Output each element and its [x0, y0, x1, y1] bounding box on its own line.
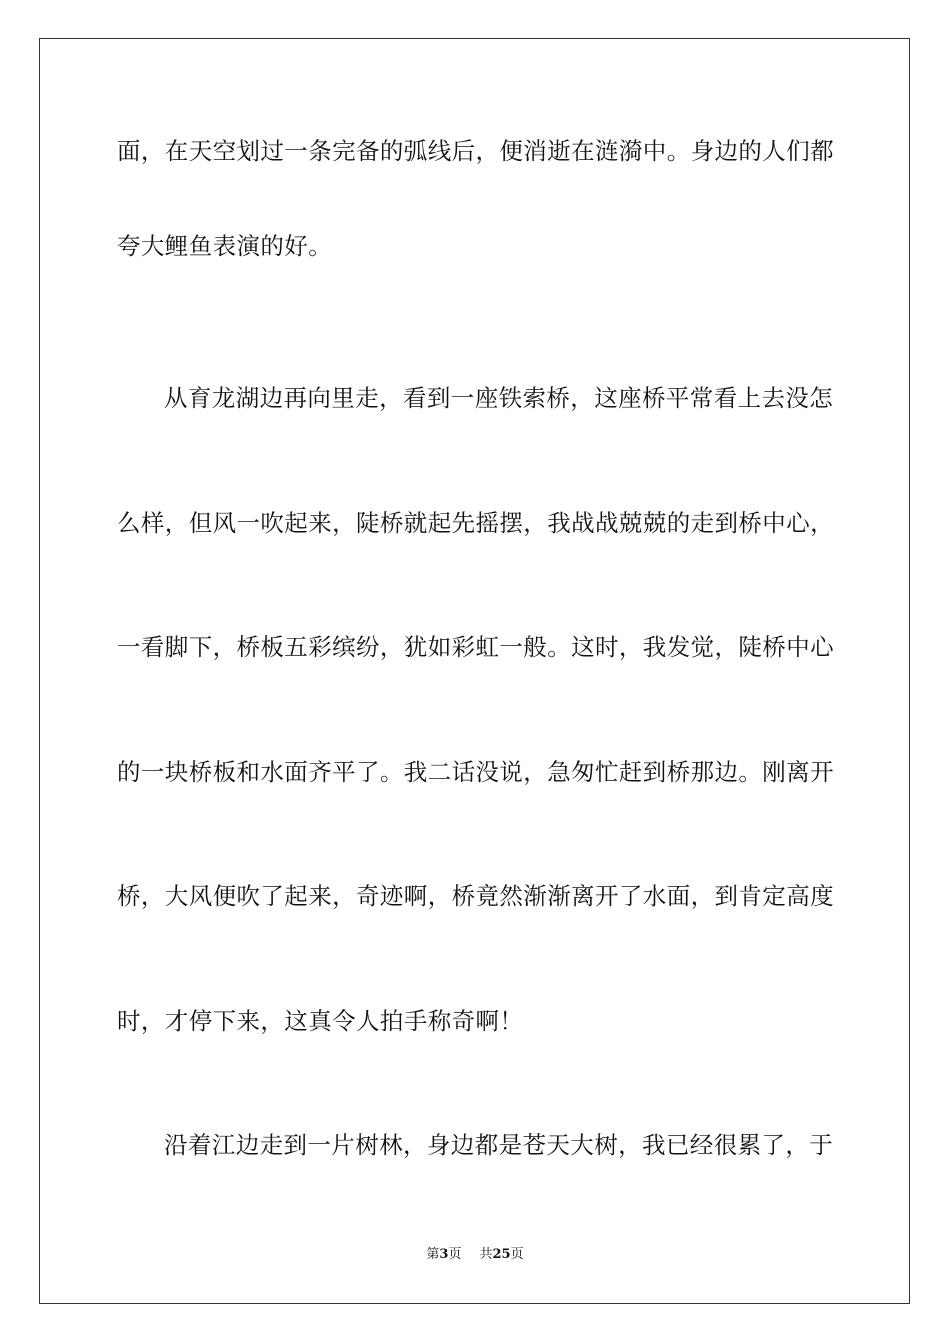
body-line-4: 么样，但风一吹起来，陡桥就起先摇摆，我战战兢兢的走到桥中心，: [117, 509, 834, 537]
page-prefix: 第: [426, 1247, 440, 1262]
page-footer: [0, 1245, 950, 1265]
total-prefix: 共: [479, 1247, 493, 1262]
body-line-8: 时，才停下来，这真令人拍手称奇啊！: [117, 1007, 524, 1035]
body-line-1: 面，在天空划过一条完备的弧线后，便消逝在涟漪中。身边的人们都: [117, 137, 834, 165]
page-number: 3: [439, 1247, 449, 1262]
body-line-7: 桥，大风便吹了起来，奇迹啊，桥竟然渐渐离开了水面，到肯定高度: [117, 882, 834, 910]
body-line-6: 的一块桥板和水面齐平了。我二话没说，急匆忙赶到桥那边。刚离开: [117, 758, 834, 786]
page-suffix: 页: [448, 1247, 462, 1262]
body-line-3: 从育龙湖边再向里走，看到一座铁索桥，这座桥平常看上去没怎: [164, 384, 834, 412]
total-pages: 25: [492, 1247, 511, 1262]
body-line-2: 夸大鲤鱼表演的好。: [117, 232, 333, 260]
body-line-9: 沿着江边走到一片树林，身边都是苍天大树，我已经很累了，于: [164, 1131, 834, 1159]
body-line-5: 一看脚下，桥板五彩缤纷，犹如彩虹一般。这时，我发觉，陡桥中心: [117, 633, 834, 661]
total-suffix: 页: [510, 1247, 524, 1262]
